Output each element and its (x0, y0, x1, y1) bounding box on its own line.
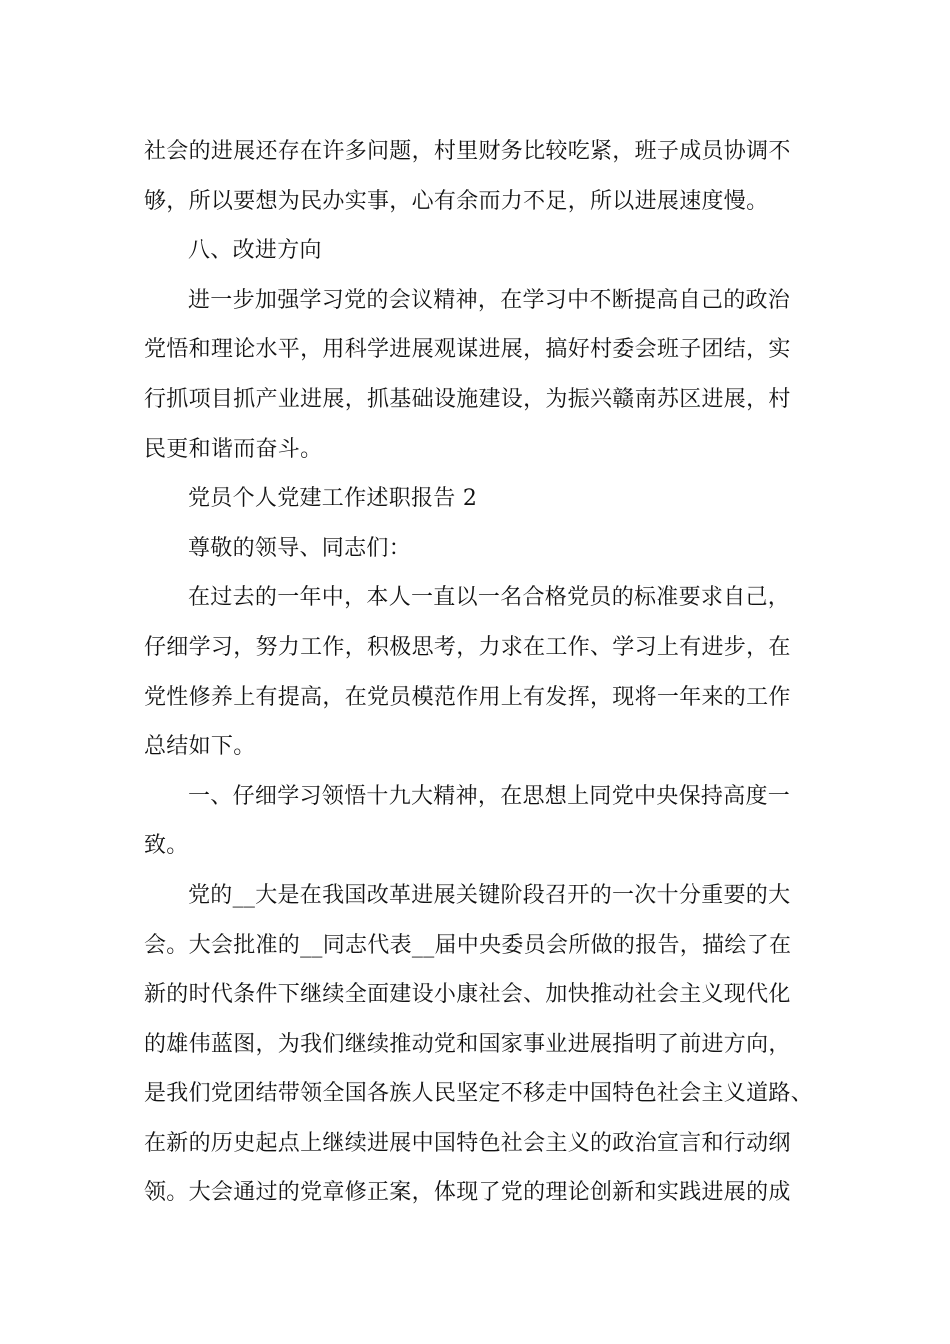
text-line: 党性修养上有提高，在党员模范作用上有发挥，现将一年来的工作 (144, 684, 791, 710)
text-line: 致。 (144, 833, 189, 859)
report-title: 党员个人党建工作述职报告 2 (188, 486, 478, 512)
text-line: 党的__大是在我国改革进展关键阶段召开的一次十分重要的大 (188, 882, 791, 908)
document-body (144, 127, 824, 1218)
text-line: 社会的进展还存在许多问题，村里财务比较吃紧，班子成员协调不 (144, 139, 791, 164)
text-line: 党悟和理论水平，用科学进展观谋进展，搞好村委会班子团结，实 (144, 337, 791, 363)
text-line: 新的时代条件下继续全面建设小康社会、加快推动社会主义现代化 (144, 982, 791, 1008)
section-heading: 一、仔细学习领悟十九大精神，在思想上同党中央保持高度一 (188, 783, 791, 809)
text-line: 领。大会通过的党章修正案，体现了党的理论创新和实践进展的成 (144, 1180, 791, 1206)
text-line: 进一步加强学习党的会议精神，在学习中不断提高自己的政治 (188, 287, 791, 313)
text-line: 民更和谐而奋斗。 (144, 436, 323, 462)
text-line: 在过去的一年中，本人一直以一名合格党员的标准要求自己， (188, 585, 791, 611)
text-line: 够，所以要想为民办实事，心有余而力不足，所以进展速度慢。 (144, 188, 769, 214)
text-line: 行抓项目抓产业进展，抓基础设施建设，为振兴赣南苏区进展，村 (144, 386, 791, 412)
text-line: 总结如下。 (144, 734, 256, 760)
text-line: 会。大会批准的__同志代表__届中央委员会所做的报告，描绘了在 (144, 932, 792, 958)
text-line: 仔细学习，努力工作，积极思考，力求在工作、学习上有进步，在 (144, 634, 791, 660)
salutation: 尊敬的领导、同志们： (188, 535, 412, 561)
text-line: 在新的历史起点上继续进展中国特色社会主义的政治宣言和行动纲 (144, 1130, 791, 1156)
text-line: 的雄伟蓝图，为我们继续推动党和国家事业进展指明了前进方向， (144, 1031, 791, 1057)
section-heading: 八、改进方向 (188, 238, 322, 264)
text-line: 是我们党团结带领全国各族人民坚定不移走中国特色社会主义道路、 (144, 1081, 814, 1107)
